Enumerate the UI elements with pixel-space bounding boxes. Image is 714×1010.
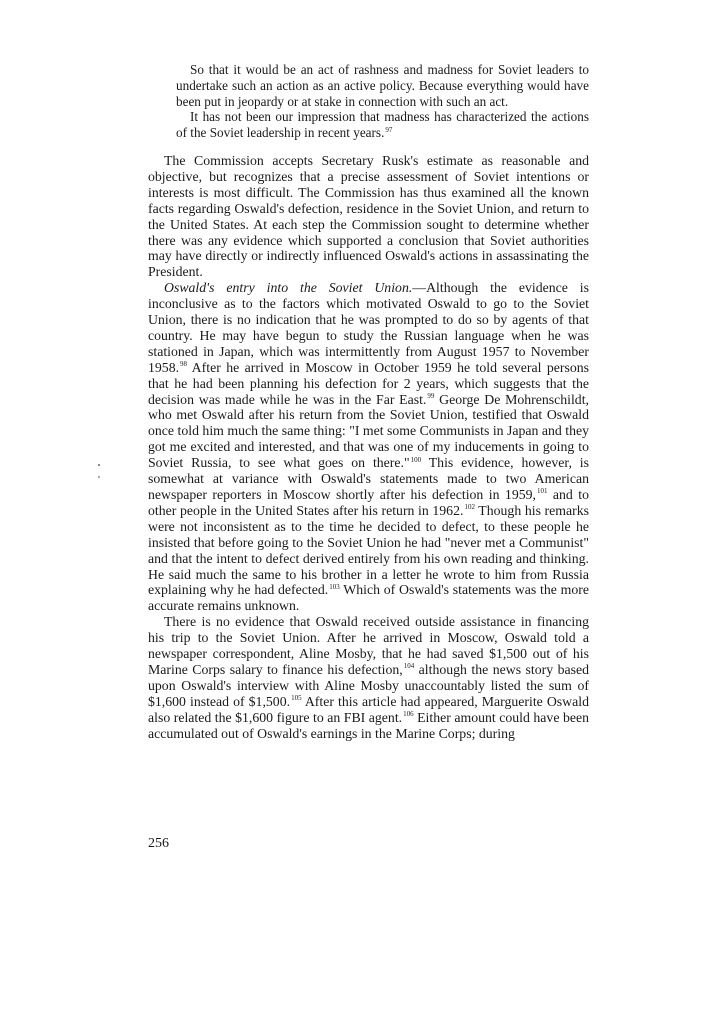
paragraph-text: After he arrived in Moscow in October 1959 he told several persons that he had been planning his defection for 2 years, which suggests that the decision was made while he was in the Far East. xyxy=(148,359,589,407)
paragraph-text: George De Mohrenschildt, who met Oswald after his return from the Soviet Union, testified that Oswald once told him much the same thing: "I met some Communists in Japan and they got me excited and interested, and that was one of my inducements in going to Soviet Russia, to see what goes on there." xyxy=(148,391,589,471)
footnote-ref: 101 xyxy=(536,487,548,496)
paragraph-commission-assessment: The Commission accepts Secretary Rusk's estimate as reasonable and objective, but recognizes that a precise assessment of Soviet intentions or interests is most difficult. The Commission has thus examined all the known facts regarding Oswald's defection, residence in the Soviet Union, and return to the United States. At each step the Commission sought to determine whether there was any evidence which supported a conclusion that Soviet authorities may have directly or indirectly influenced Oswald's actions in assassinating the President. xyxy=(148,152,589,280)
paragraph-text: Which of Oswald's statements was the more accurate remains unknown. xyxy=(148,582,589,614)
paragraph-text: This evidence, however, is somewhat at variance with Oswald's statements made to two American newspaper reporters in Moscow shortly after his defection in 1959, xyxy=(148,455,589,503)
paragraph-text: There is no evidence that Oswald received outside assistance in financing his trip to the Soviet Union. After he arrived in Moscow, Oswald told a newspaper correspondent, Aline Mosby, that he had saved $1,500 out of his Marine Corps salary to finance his defection, xyxy=(148,614,589,677)
footnote-ref: 106 xyxy=(403,710,414,719)
quote-paragraph-1: So that it would be an act of rashness and madness for Soviet leaders to undertake such an action as an active policy. Because everything would have been put in jeopardy or at stake in connection with such an act. xyxy=(176,62,589,109)
page-number: 256 xyxy=(148,836,169,851)
scan-speck xyxy=(98,464,100,466)
paragraph-text: and to other people in the United States after his return in 1962. xyxy=(148,487,589,518)
quote-paragraph-2 xyxy=(176,109,589,141)
body-text xyxy=(148,153,589,742)
paragraph-text: although the news story based upon Oswald's interview with Aline Mosby unaccountably listed the sum of $1,600 instead of $1,500. xyxy=(148,661,589,709)
block-quote xyxy=(176,62,589,141)
footnote-ref: 98 xyxy=(180,360,188,369)
paragraph-text: —Although the evidence is inconclusive as to the factors which motivated Oswald to go to the Soviet Union, there is no indication that he was prompted to do so by agents of that country. He may have begun to study the Russian language when he was stationed in Japan, which was intermittently from August 1957 to November 1958. xyxy=(148,280,589,375)
footnote-ref: 105 xyxy=(291,694,302,703)
paragraph-text: Either amount could have been accumulated out of Oswald's earnings in the Marine Corps; during xyxy=(148,709,590,741)
paragraph-text: Though his remarks were not inconsistent as to the time he decided to defect, to these people he insisted that before going to the Soviet Union he had "never met a Communist" and that the intent to defect derived entirely from his own reading and thinking. He said much the same to his brother in a letter he wrote to him from Russia explaining why he had defected. xyxy=(148,502,589,598)
quote-paragraph-2-text: It has not been our impression that madness has characterized the actions of the Soviet leadership in recent years. xyxy=(176,109,589,141)
footnote-ref: 103 xyxy=(329,582,340,591)
footnote-ref: 102 xyxy=(464,503,475,512)
section-heading: Oswald's entry into the Soviet Union. xyxy=(164,280,413,296)
footnote-ref: 104 xyxy=(403,662,415,671)
paragraph-text: After this article had appeared, Marguerite Oswald also related the $1,600 figure to an FBI agent. xyxy=(148,693,589,725)
footnote-ref: 100 xyxy=(410,455,422,464)
scan-speck xyxy=(98,476,100,478)
footnote-ref: 99 xyxy=(427,391,435,400)
paragraph-financing xyxy=(148,614,589,741)
page-body xyxy=(148,62,589,742)
paragraph-oswald-entry xyxy=(148,280,589,614)
footnote-ref: 97 xyxy=(385,125,393,134)
